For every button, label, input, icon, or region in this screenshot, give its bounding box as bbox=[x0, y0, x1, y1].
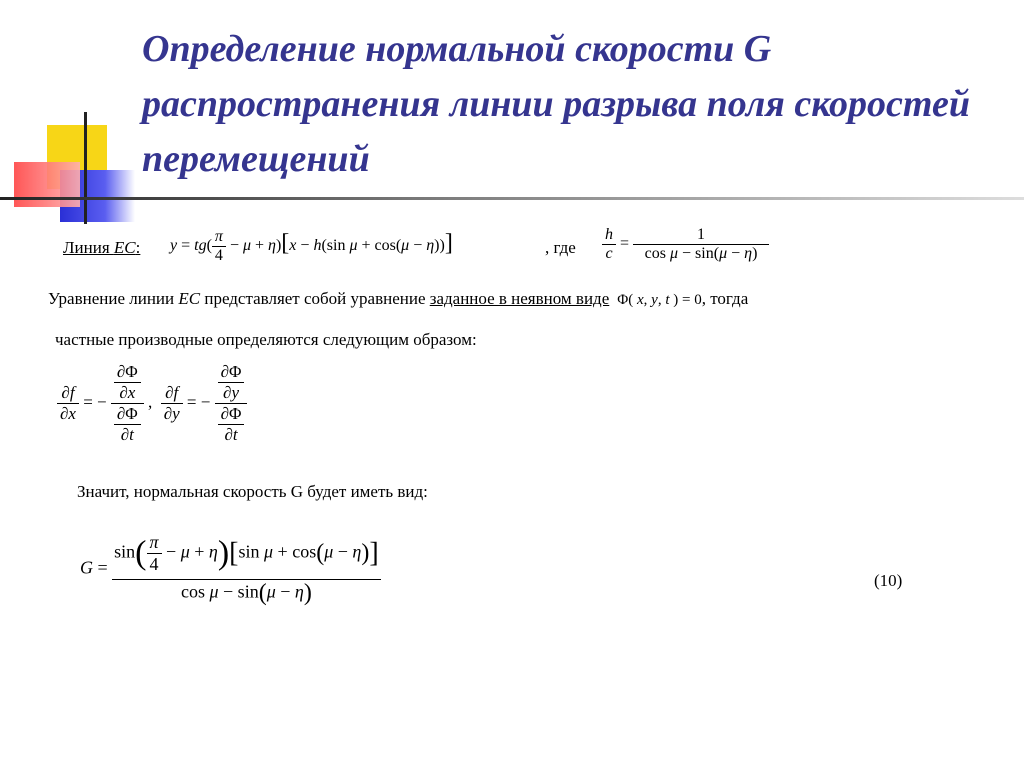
slide-title: Определение нормальной скорости G распространения линии разрыва поля скоростей перемещений bbox=[142, 28, 970, 180]
g-formula: G = sin( $\frac{\pi}{4}$ − μ + η)[sin μ + cos(μ − η)] cos μ − sin(μ − η) bbox=[80, 532, 379, 606]
line-ec-label: Линия EC: bbox=[63, 238, 141, 257]
decor-red-square bbox=[14, 162, 80, 207]
normal-velocity-sentence: Значит, нормальная скорость G будет иметь вид: bbox=[77, 482, 428, 501]
h-over-c-equation: $\frac{h}{c}$ = $\frac{1}{\text{cos μ − sin(μ − η)}}$ bbox=[602, 226, 769, 263]
line-ec-equation: y = tg( $\frac{\pi}{4}$ − μ + η)[x − h(sin μ + cos(μ − η))] bbox=[170, 228, 453, 264]
where-text: , где bbox=[545, 238, 576, 257]
decor-horizontal-rule bbox=[0, 197, 1024, 200]
partials-intro-sentence: частные производные определяются следующим образом: bbox=[55, 330, 477, 349]
equation-number: (10) bbox=[874, 571, 903, 590]
partial-derivatives-formula: $\frac{\partial f}{\partial x}$ = − $\frac{\frac{\partial\Phi}{\partial x}}{\frac{\partial\Phi}{\partial t}}$ , $\frac{\partial f}{\partial y}$ = − $\frac{\frac{\partial\Phi}{\partial y}}{\frac{\partial\Phi}{\partial t}}$ bbox=[57, 362, 247, 445]
implicit-equation-sentence: Уравнение линии EC представляет собой уравнение заданное в неявном виде Φ( x, y, t ) = 0, тогда bbox=[48, 289, 749, 308]
decor-vertical-line bbox=[84, 112, 87, 224]
